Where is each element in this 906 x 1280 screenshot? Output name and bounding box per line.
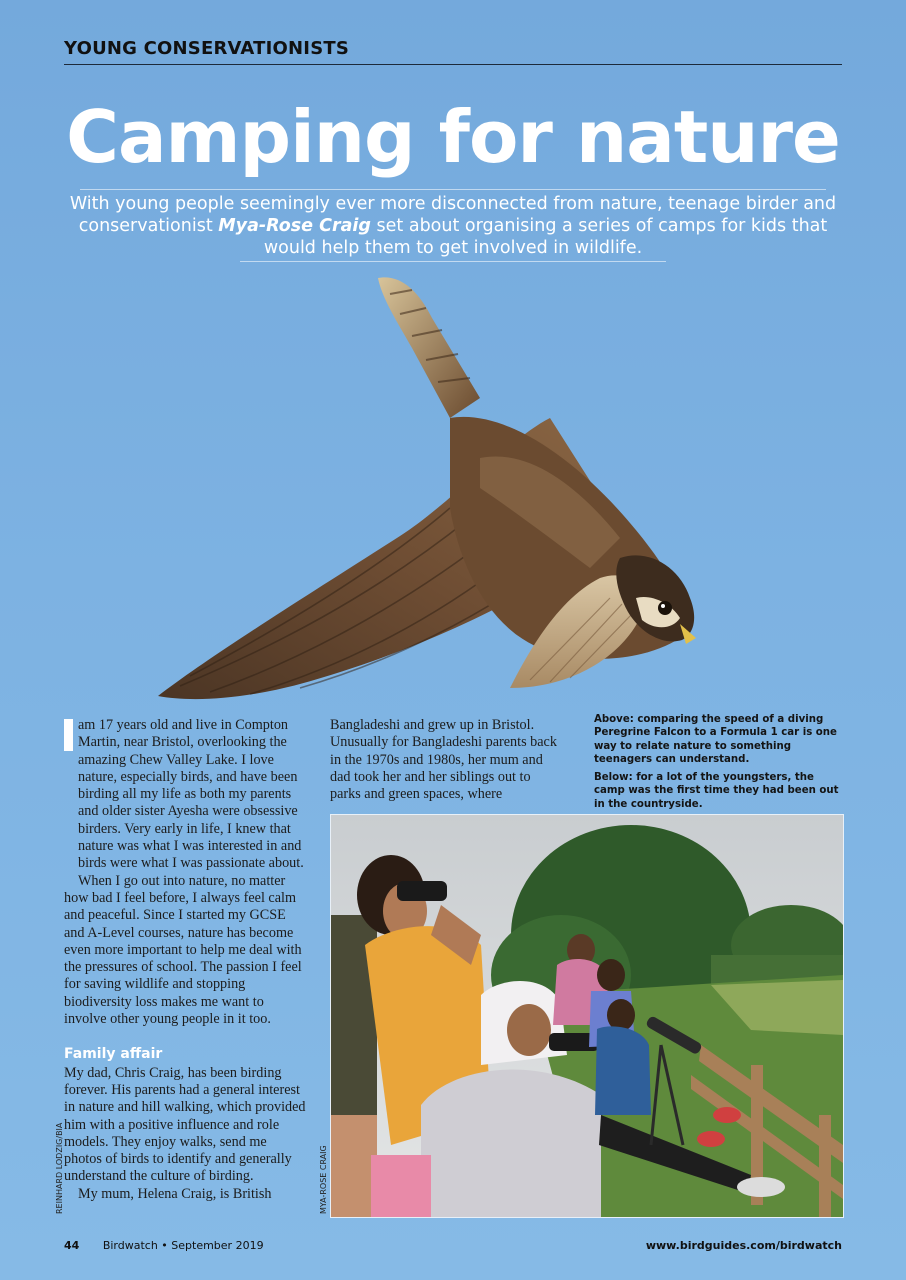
article-title: Camping for nature xyxy=(66,95,840,179)
body-column-2 xyxy=(330,717,564,803)
caption-above-label: Above: xyxy=(594,714,634,725)
magazine-issue: Birdwatch • September 2019 xyxy=(102,1239,264,1252)
page-footer xyxy=(64,1239,842,1255)
paragraph-4: My mum, Helena Craig, is British xyxy=(78,1185,272,1202)
young-birders-photo xyxy=(330,814,844,1218)
section-label: YOUNG CONSERVATIONISTS xyxy=(64,38,349,59)
standfirst-text-end: set about organising a series of camps for kids that would help them to get involved in wildlife. xyxy=(263,216,828,258)
page-number: 44 xyxy=(64,1239,80,1252)
standfirst-text-start: With young people seemingly ever more disconnected from nature, teenage birder and conservationist xyxy=(69,194,837,236)
paragraph-5: Bangladeshi and grew up in Bristol. Unusually for Bangladeshi parents back in the 1970s and 1980s, her mum and dad took her and her siblings out to parks and green spaces, where xyxy=(330,717,557,803)
standfirst xyxy=(60,193,846,259)
photo-captions xyxy=(594,713,842,816)
caption-above xyxy=(594,713,842,766)
paragraph-2: When I go out into nature, no matter how bad I feel before, I always feel calm and peaceful. Since I started my GCSE and A-Level courses, nature has become even more important to help me deal with the pressures of school. The passion I feel for saving wildlife and stopping biodiversity loss makes me want to involve other young people in it too. xyxy=(64,872,302,1028)
body-column-1 xyxy=(64,717,308,1203)
website-link[interactable]: www.birdguides.com/birdwatch xyxy=(645,1239,842,1252)
caption-below-text: for a lot of the youngsters, the camp was the first time they had been out in the countryside. xyxy=(594,772,839,810)
peregrine-falcon-image xyxy=(150,268,710,708)
caption-below xyxy=(594,771,842,811)
paragraph-3: My dad, Chris Craig, has been birding forever. His parents had a general interest in nature and hill walking, which provided him with a positive influence and role models. They enjoy walks, send me photos of birds to identify and generally understand the culture of birding. xyxy=(64,1064,306,1185)
falcon-photo-credit: REINHARD LODZIG/BIA xyxy=(55,1122,64,1214)
section-header xyxy=(64,36,842,65)
caption-below-label: Below: xyxy=(594,772,633,784)
dropcap xyxy=(64,719,73,751)
intro-text: am 17 years old and live in Compton Martin, near Bristol, overlooking the amazing Chew Valley Lake. I love nature, especially birds, and have been birding all my life as both my parents and older sister Ayesha were obsessive birders. Very early in life, I knew that nature was what I was interested in and birds were what I was passionate about. xyxy=(78,717,304,872)
standfirst-bottom-rule xyxy=(240,261,666,262)
paragraph-intro xyxy=(64,717,308,873)
standfirst-top-rule xyxy=(80,189,826,190)
author-name: Mya-Rose Craig xyxy=(218,216,371,236)
caption-above-text: comparing the speed of a diving Peregrine Falcon to a Formula 1 car is one way to relate nature to something teenagers can understand. xyxy=(594,714,837,765)
subheading-family-affair: Family affair xyxy=(64,1046,163,1063)
group-photo-credit: MYA-ROSE CRAIG xyxy=(319,1145,328,1214)
